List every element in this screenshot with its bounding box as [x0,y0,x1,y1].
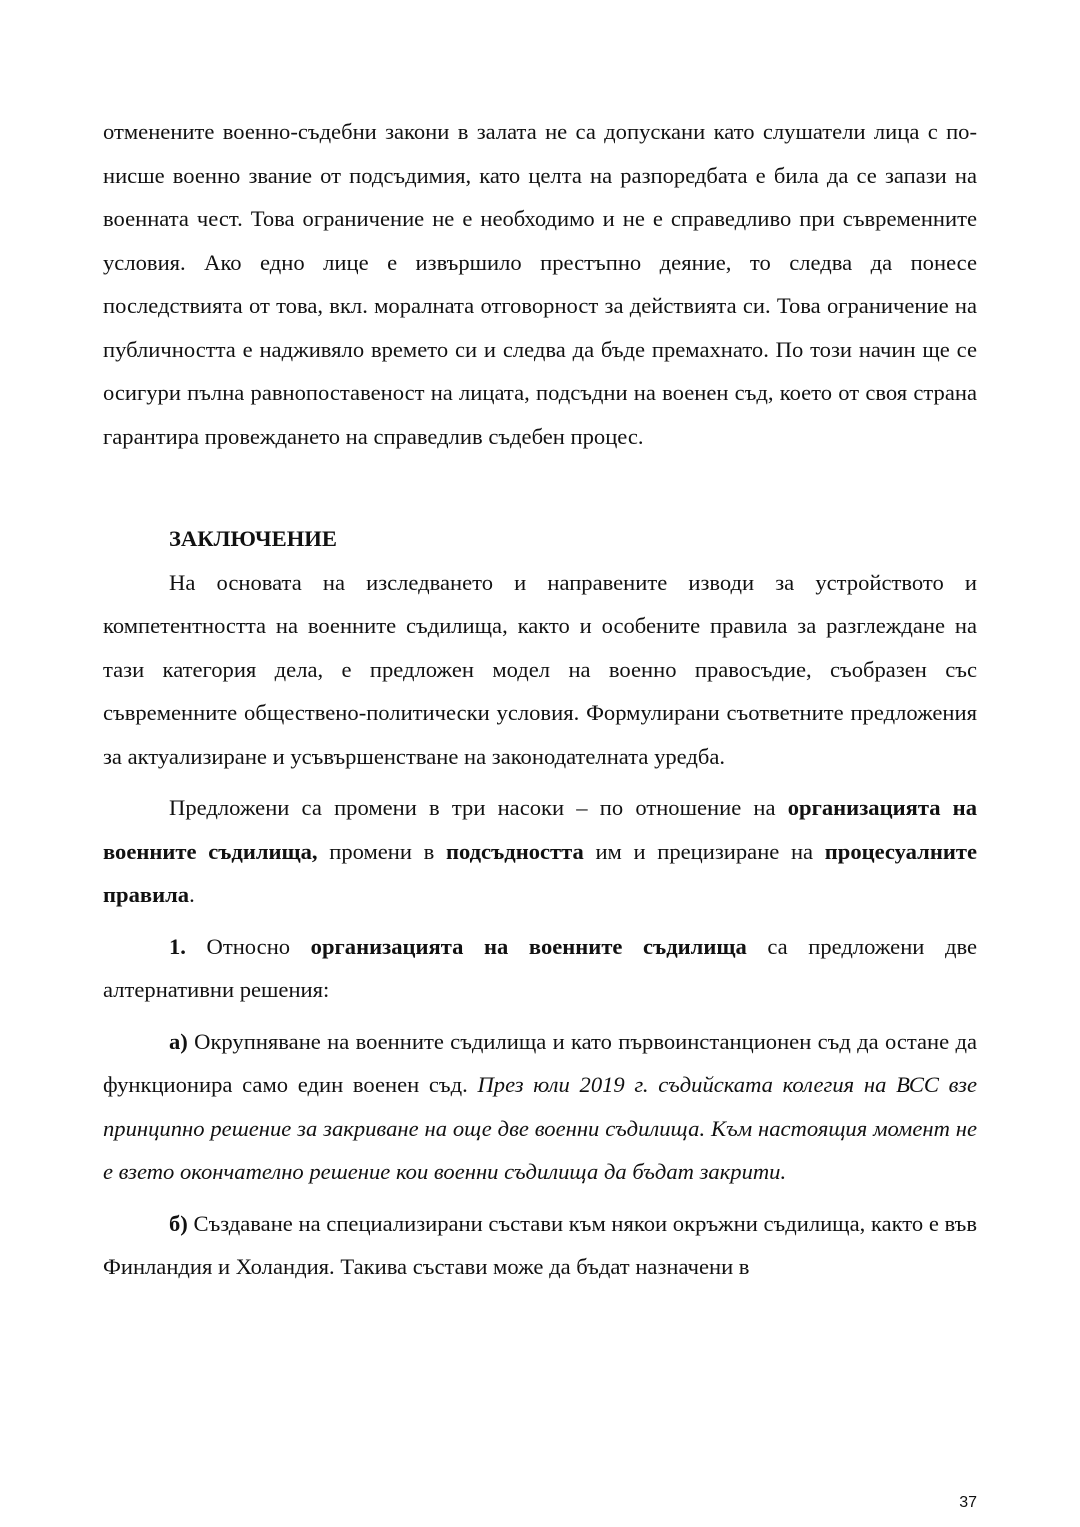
point-1-text-1: Относно [185,933,311,959]
proposals-bold-1: организацията на военните съдилища, [103,795,977,864]
point-b-label: б) [169,1210,188,1236]
point-1-bold: организацията на военните съдилища [310,933,747,959]
proposals-bold-2: подсъдността [445,838,584,864]
proposals-text-1: Предложени са промени в три насоки – по отношение на [169,795,788,820]
section-heading: ЗАКЛЮЧЕНИЕ [169,526,337,551]
proposals-text-3: им и прецизиране на [583,838,825,864]
point-b-text: Създаване на специализирани състави към някои окръжни съдилища, както е във Финландия и Холандия. Такива състави може да бъдат назначени в [103,1210,977,1279]
proposals-paragraph [103,786,977,917]
point-a-text: Окрупняване на военните съдилища и като първоинстанционен съд да остане да функционира само един военен съд. [103,1028,977,1097]
point-1-paragraph [103,925,977,1012]
page-number: 37 [959,1494,977,1511]
document-page [103,110,977,1289]
intro-paragraph: отменените военно-съдебни закони в залата не са допускани като слушатели лица с по-нисше военно звание от подсъдимия, като целта на разпоредбата е била да се запази на военната чест. Това ограничение не е необходимо и не е справедливо при съвременните условия. Ако едно лице е извършило престъпно деяние, то следва да понесе последствията от това, вкл. моралната отговорност за действията си. Това ограничение на публичността е надживяло времето си и следва да бъде премахнато. По този начин ще се осигури пълна равнопоставеност на лицата, подсъдни на военен съд, което от своя страна гарантира провеждането на справедлив съдебен процес. [103,119,977,449]
point-1-text-2: са предложени две алтернативни решения: [103,933,978,1002]
conclusion-paragraph: На основата на изследването и направените изводи за устройството и компетентността на военните съдилища, както и особените правила за разглеждане на тази категория дела, е предложен модел на военно правосъдие, съобразен със съвременните обществено-политически условия. Формулирани съответните предложения за актуализиране и усъвършенстване на законодателната уредба. [103,569,977,769]
proposals-text-4: . [189,882,195,907]
point-a-paragraph [103,1020,977,1194]
point-1-number: 1. [169,933,186,959]
point-a-italic: През юли 2019 г. съдийската колегия на ВСС взе принципно решение за закриване на още две военни съдилища. Към настоящия момент не е взето окончателно решение кои военни съдилища да бъдат закрити. [103,1072,978,1184]
point-a-label: а) [169,1028,188,1054]
proposals-bold-3: процесуалните правила [103,838,977,907]
proposals-text-2: промени в [317,838,446,864]
point-b-paragraph [103,1202,977,1289]
